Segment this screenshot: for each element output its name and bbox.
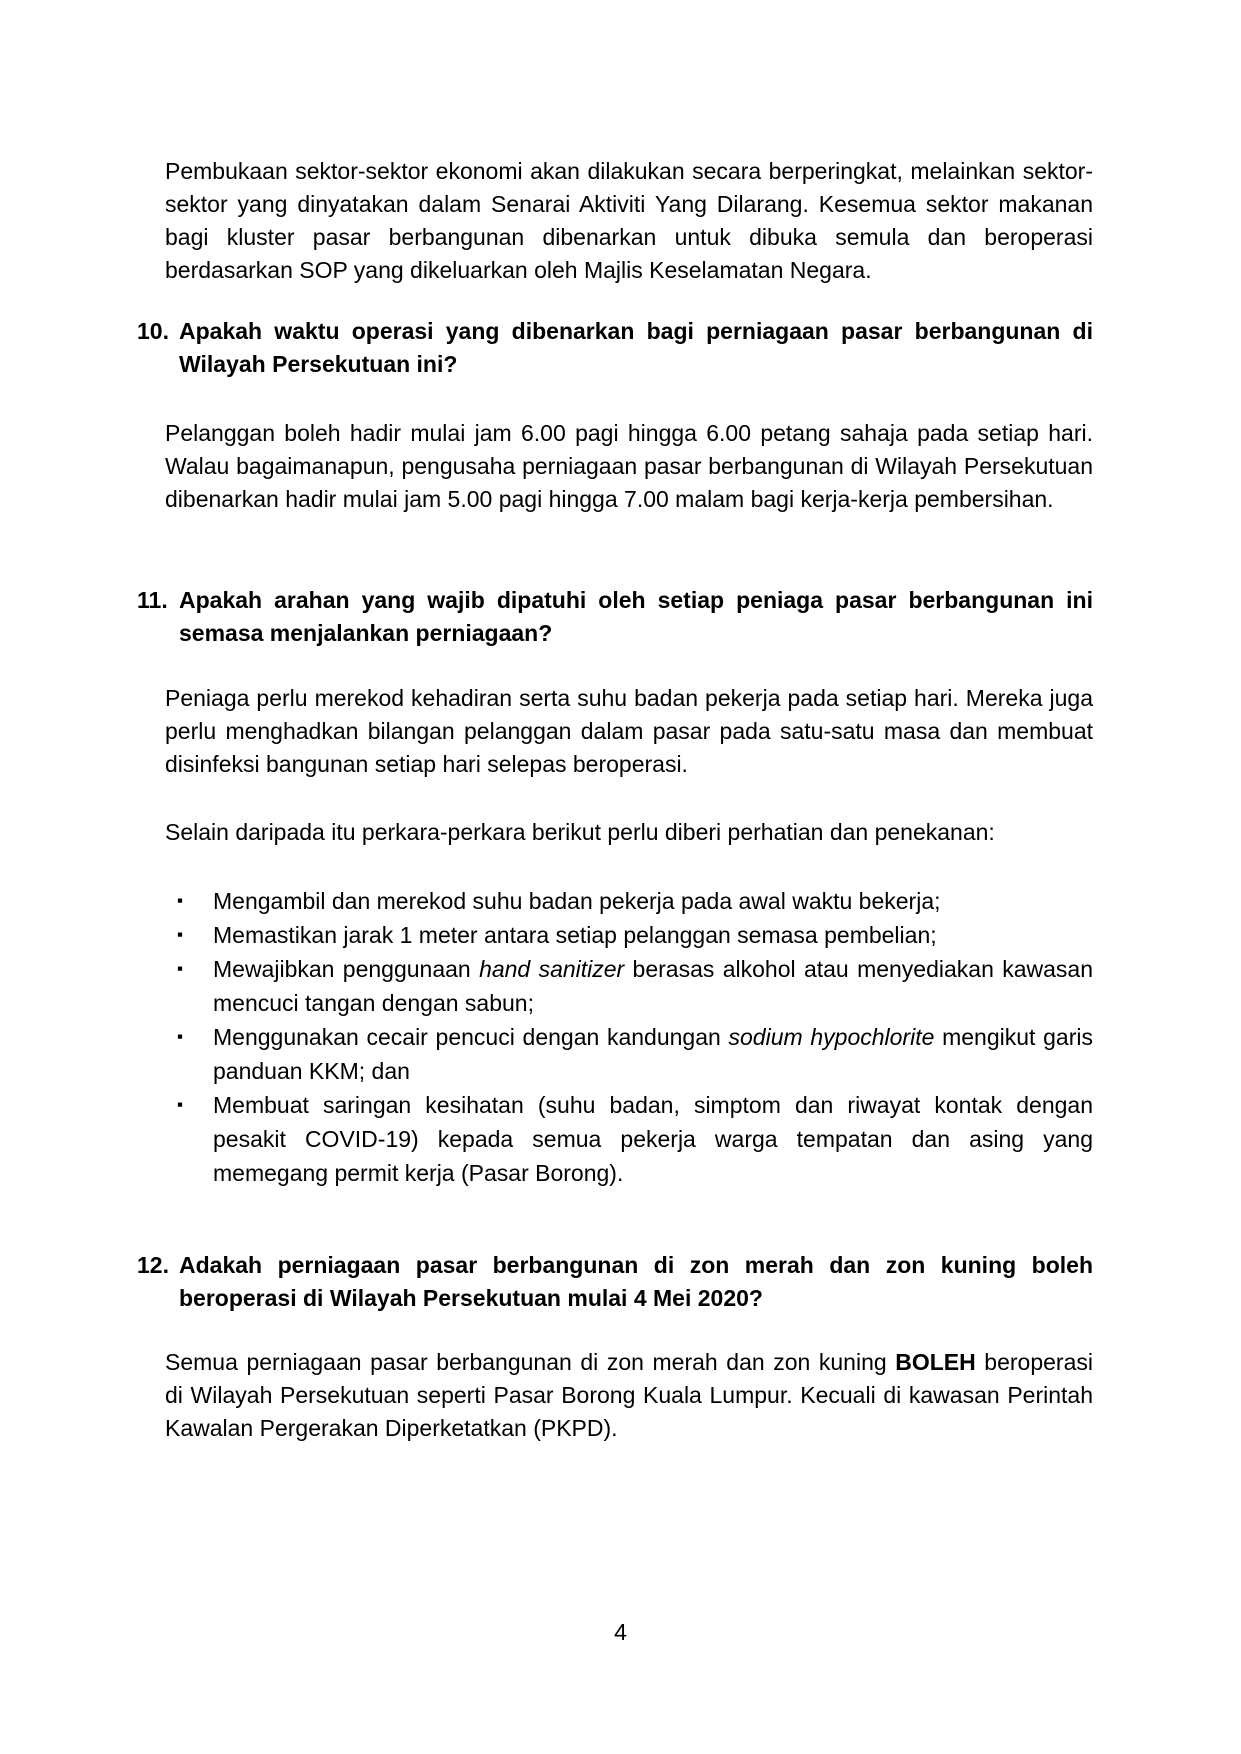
question-10-heading <box>137 315 1093 381</box>
directive-list <box>177 884 1093 1190</box>
italic-term: hand sanitizer <box>479 956 625 982</box>
directive-text-segment: berasas alkohol atau menyediakan kawasan mencuci tangan dengan sabun; <box>213 956 1093 1016</box>
directive-item <box>177 1088 1093 1190</box>
directive-item <box>177 1020 1093 1088</box>
square-bullet-icon: ▪ <box>177 891 184 910</box>
intro-paragraph: Pembukaan sektor-sektor ekonomi akan dilakukan secara berperingkat, melainkan sektor-sektor yang dinyatakan dalam Senarai Aktiviti Yang Dilarang. Kesemua sektor makanan bagi kluster pasar berbangunan dibenarkan untuk dibuka semula dan beroperasi berdasarkan SOP yang dikeluarkan oleh Majlis Keselamatan Negara. <box>165 158 1093 283</box>
square-bullet-icon: ▪ <box>177 925 184 944</box>
page-content <box>137 155 1093 1445</box>
question-number: 12. <box>137 1252 169 1278</box>
directive-text <box>213 952 1093 1020</box>
question-12-answer <box>165 1346 1093 1445</box>
page-number: 4 <box>614 1619 627 1645</box>
directive-text-segment: mengikut garis panduan KKM; dan <box>213 1024 1093 1084</box>
question-10-answer: Pelanggan boleh hadir mulai jam 6.00 pagi hingga 6.00 petang sahaja pada setiap hari. Walau bagaimanapun, pengusaha perniagaan pasar berbangunan di Wilayah Persekutuan dibenarkan hadir mulai jam 5.00 pagi hingga 7.00 malam bagi kerja-kerja pembersihan. <box>165 420 1093 512</box>
square-bullet-icon: ▪ <box>177 959 184 978</box>
question-11-heading <box>137 584 1093 650</box>
italic-term: sodium hypochlorite <box>728 1024 935 1050</box>
directive-text-segment: Menggunakan cecair pencuci dengan kandungan <box>213 1024 729 1050</box>
question-11-answer-paragraph: Peniaga perlu merekod kehadiran serta suhu badan pekerja pada setiap hari. Mereka juga perlu menghadkan bilangan pelanggan dalam pasar pada satu-satu masa dan membuat disinfeksi bangunan setiap hari selepas beroperasi. <box>165 685 1093 777</box>
question-number: 11. <box>137 587 168 613</box>
directive-item <box>177 952 1093 1020</box>
directive-item <box>177 884 1093 918</box>
question-text: Apakah waktu operasi yang dibenarkan bagi perniagaan pasar berbangunan di Wilayah Persekutuan ini? <box>179 318 1093 377</box>
answer-text-segment: beroperasi di Wilayah Persekutuan seperti Pasar Borong Kuala Lumpur. Kecuali di kawasan Perintah Kawalan Pergerakan Diperketatkan (PKPD). <box>165 1349 1093 1441</box>
directive-text <box>213 1020 1093 1088</box>
question-11-answer-lead-in: Selain daripada itu perkara-perkara berikut perlu diberi perhatian dan penekanan: <box>165 819 995 845</box>
square-bullet-icon: ▪ <box>177 1027 184 1046</box>
question-text: Apakah arahan yang wajib dipatuhi oleh setiap peniaga pasar berbangunan ini semasa menjalankan perniagaan? <box>179 587 1093 646</box>
directive-item <box>177 918 1093 952</box>
bold-term: BOLEH <box>895 1349 976 1375</box>
directive-text: Memastikan jarak 1 meter antara setiap pelanggan semasa pembelian; <box>213 922 937 948</box>
directive-text-segment: Mewajibkan penggunaan <box>213 956 480 982</box>
question-number: 10. <box>137 318 169 344</box>
question-block-12 <box>137 1249 1093 1445</box>
directive-text: Membuat saringan kesihatan (suhu badan, simptom dan riwayat kontak dengan pesakit COVID-19) kepada semua pekerja warga tempatan dan asing yang memegang permit kerja (Pasar Borong). <box>213 1092 1093 1186</box>
question-block-11 <box>137 584 1093 1190</box>
directive-text: Mengambil dan merekod suhu badan pekerja pada awal waktu bekerja; <box>213 888 941 914</box>
answer-text-segment: Semua perniagaan pasar berbangunan di zon merah dan zon kuning <box>165 1349 896 1375</box>
question-12-heading <box>137 1249 1093 1315</box>
question-text: Adakah perniagaan pasar berbangunan di zon merah dan zon kuning boleh beroperasi di Wilayah Persekutuan mulai 4 Mei 2020? <box>179 1252 1093 1311</box>
question-block-10 <box>137 315 1093 516</box>
square-bullet-icon: ▪ <box>177 1095 184 1114</box>
